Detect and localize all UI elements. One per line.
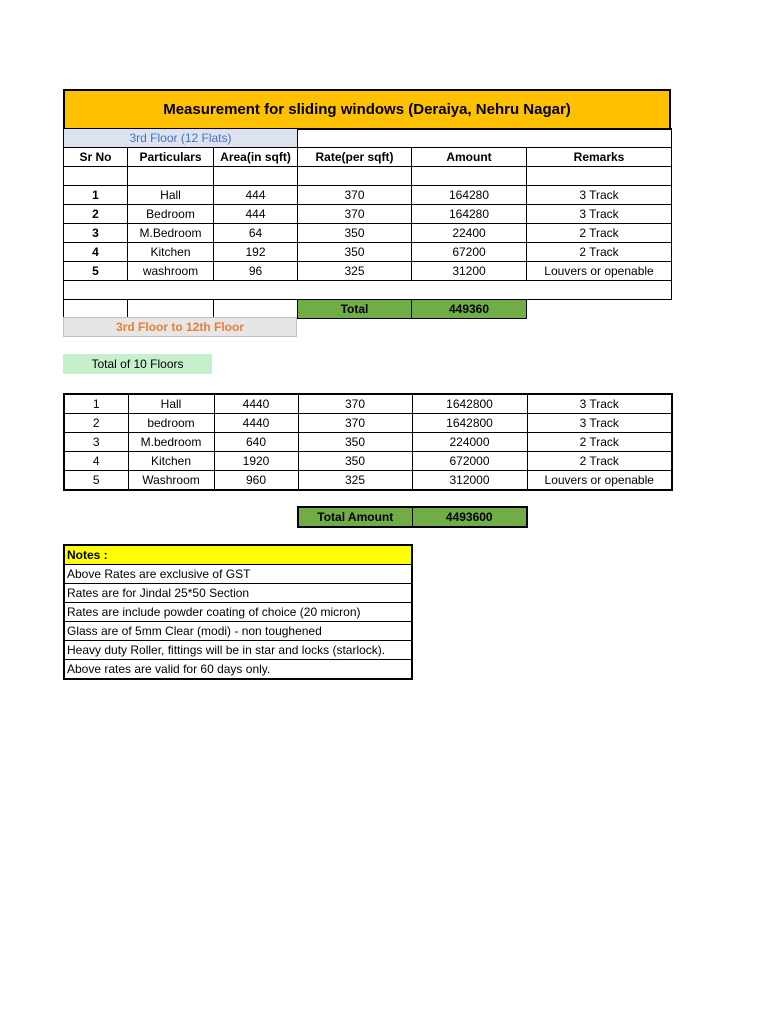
cell: 370: [298, 205, 412, 224]
cell: 192: [214, 243, 298, 262]
cell: 370: [298, 414, 412, 433]
cell: Washroom: [128, 471, 214, 491]
cell: 325: [298, 262, 412, 281]
cell: 672000: [412, 452, 527, 471]
note-item: Above rates are valid for 60 days only.: [64, 660, 412, 680]
cell: 67200: [412, 243, 527, 262]
grand-total-value: 4493600: [412, 507, 527, 527]
table-row: [64, 224, 672, 243]
cell: 4: [64, 452, 128, 471]
cell: 2: [64, 205, 128, 224]
total-row: [64, 300, 672, 319]
cell: 3: [64, 224, 128, 243]
cell: 350: [298, 452, 412, 471]
cell: 1: [64, 394, 128, 414]
table-row: [64, 452, 672, 471]
cell: 960: [214, 471, 298, 491]
cell: Louvers or openable: [527, 471, 672, 491]
cell: 4: [64, 243, 128, 262]
cell: 1: [64, 186, 128, 205]
table-row: [64, 243, 672, 262]
cell: Bedroom: [128, 205, 214, 224]
table-row: [64, 262, 672, 281]
note-item: Rates are for Jindal 25*50 Section: [64, 584, 412, 603]
note-item: Heavy duty Roller, fittings will be in star and locks (starlock).: [64, 641, 412, 660]
table-row: [64, 414, 672, 433]
cell: 370: [298, 394, 412, 414]
cell: M.Bedroom: [128, 224, 214, 243]
cell: 2: [64, 414, 128, 433]
cell: 224000: [412, 433, 527, 452]
cell: 4440: [214, 414, 298, 433]
cell: 350: [298, 433, 412, 452]
cell: 3: [64, 433, 128, 452]
header-amount: Amount: [412, 148, 527, 167]
notes-heading: Notes :: [64, 545, 412, 565]
cell: 31200: [412, 262, 527, 281]
cell: 5: [64, 471, 128, 491]
cell: washroom: [128, 262, 214, 281]
table-row: [64, 186, 672, 205]
cell: Hall: [128, 394, 214, 414]
cell: 4440: [214, 394, 298, 414]
header-rate: Rate(per sqft): [298, 148, 412, 167]
cell: bedroom: [128, 414, 214, 433]
floors-total-label: Total of 10 Floors: [63, 354, 212, 374]
cell: M.bedroom: [128, 433, 214, 452]
notes-table: [63, 544, 413, 680]
sheet-title: Measurement for sliding windows (Deraiya, Nehru Nagar): [63, 89, 671, 130]
header-particulars: Particulars: [128, 148, 214, 167]
cell: 5: [64, 262, 128, 281]
cell: Kitchen: [128, 452, 214, 471]
grand-total-table: [297, 506, 528, 528]
cell: 1642800: [412, 394, 527, 414]
cell: 640: [214, 433, 298, 452]
cell: 3 Track: [527, 186, 672, 205]
cell: 164280: [412, 186, 527, 205]
cell: 325: [298, 471, 412, 491]
cell: Kitchen: [128, 243, 214, 262]
grand-total-label: Total Amount: [298, 507, 412, 527]
table-row: [64, 433, 672, 452]
cell: 64: [214, 224, 298, 243]
cell: 2 Track: [527, 452, 672, 471]
floor-label: 3rd Floor (12 Flats): [64, 129, 298, 148]
total-label: Total: [298, 300, 412, 319]
table-row: [64, 471, 672, 491]
cell: 3 Track: [527, 205, 672, 224]
cell: 2 Track: [527, 243, 672, 262]
cell: 370: [298, 186, 412, 205]
table-header-row: [64, 148, 672, 167]
cell: 164280: [412, 205, 527, 224]
empty-row: [64, 281, 672, 300]
note-item: Glass are of 5mm Clear (modi) - non toughened: [64, 622, 412, 641]
cell: 1642800: [412, 414, 527, 433]
cell: 2 Track: [527, 433, 672, 452]
floor3-table: [63, 128, 672, 319]
cell: 96: [214, 262, 298, 281]
cell: 22400: [412, 224, 527, 243]
cell: 3 Track: [527, 394, 672, 414]
header-remarks: Remarks: [527, 148, 672, 167]
cell: 350: [298, 224, 412, 243]
cell: Louvers or openable: [527, 262, 672, 281]
header-sr-no: Sr No: [64, 148, 128, 167]
note-item: Rates are include powder coating of choice (20 micron): [64, 603, 412, 622]
header-area: Area(in sqft): [214, 148, 298, 167]
cell: 2 Track: [527, 224, 672, 243]
cell: 444: [214, 205, 298, 224]
cell: 1920: [214, 452, 298, 471]
cell: 312000: [412, 471, 527, 491]
cell: 350: [298, 243, 412, 262]
table-row: [64, 205, 672, 224]
ten-floors-table: [63, 393, 673, 491]
table-row: [64, 394, 672, 414]
cell: 3 Track: [527, 414, 672, 433]
cell: 444: [214, 186, 298, 205]
total-value: 449360: [412, 300, 527, 319]
empty-row: [64, 167, 672, 186]
floor-range-label: 3rd Floor to 12th Floor: [63, 317, 297, 337]
cell: Hall: [128, 186, 214, 205]
note-item: Above Rates are exclusive of GST: [64, 565, 412, 584]
